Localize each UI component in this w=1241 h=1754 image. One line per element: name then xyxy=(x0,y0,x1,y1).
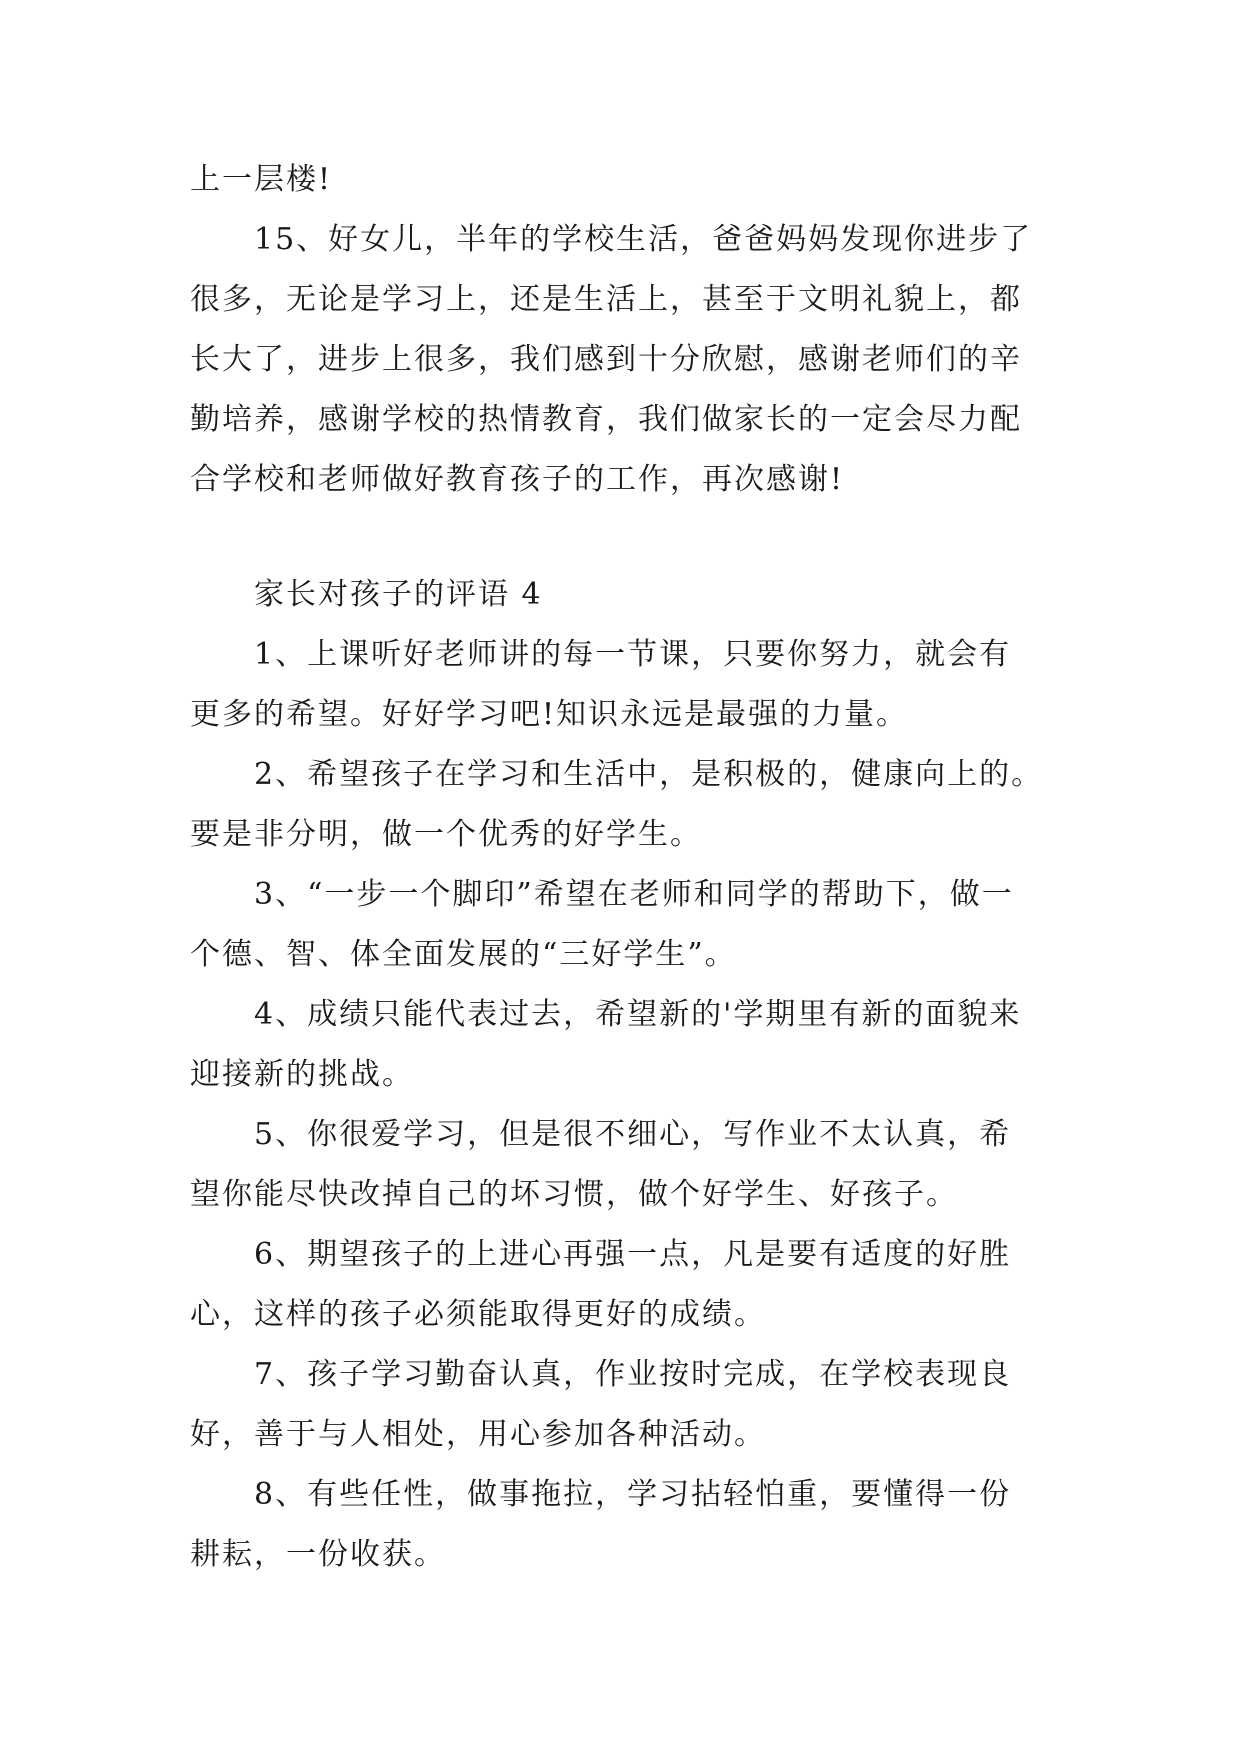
paragraph-line: 好，善于与人相处，用心参加各种活动。 xyxy=(190,1417,766,1452)
comment-item-4 xyxy=(190,985,1060,1105)
paragraph-line: 4、成绩只能代表过去，希望新的'学期里有新的面貌来 xyxy=(254,997,1022,1032)
comment-item-3 xyxy=(190,865,1060,985)
comment-item-15 xyxy=(190,210,1060,510)
paragraph-line: 1、上课听好老师讲的每一节课，只要你努力，就会有 xyxy=(254,637,1012,672)
paragraph-line: 上一层楼! xyxy=(190,162,333,197)
paragraph-line: 3、“一步一个脚印”希望在老师和同学的帮助下，做一 xyxy=(254,877,1014,912)
paragraph-line: 耕耘，一份收获。 xyxy=(190,1537,446,1572)
paragraph-line: 2、希望孩子在学习和生活中，是积极的，健康向上的。 xyxy=(254,757,1044,792)
comment-item-2 xyxy=(190,745,1060,865)
comment-item-1 xyxy=(190,625,1060,745)
comment-item-6 xyxy=(190,1225,1060,1345)
paragraph-line: 要是非分明，做一个优秀的好学生。 xyxy=(190,817,702,852)
paragraph-line: 15、好女儿，半年的学校生活，爸爸妈妈发现你进步了 xyxy=(254,222,1033,257)
paragraph-line: 望你能尽快改掉自己的坏习惯，做个好学生、好孩子。 xyxy=(190,1177,958,1212)
paragraph-line: 个德、智、体全面发展的“三好学生”。 xyxy=(190,937,737,972)
paragraph-line: 5、你很爱学习，但是很不细心，写作业不太认真，希 xyxy=(254,1117,1012,1152)
comment-item-8 xyxy=(190,1465,1060,1585)
paragraph-line: 很多，无论是学习上，还是生活上，甚至于文明礼貌上，都 xyxy=(190,282,1022,317)
paragraph-line: 合学校和老师做好教育孩子的工作，再次感谢! xyxy=(190,462,845,497)
document-page xyxy=(190,150,1060,1585)
paragraph-line: 长大了，进步上很多，我们感到十分欣慰，感谢老师们的辛 xyxy=(190,342,1022,377)
paragraph-line: 勤培养，感谢学校的热情教育，我们做家长的一定会尽力配 xyxy=(190,402,1022,437)
paragraph-line: 7、孩子学习勤奋认真，作业按时完成，在学校表现良 xyxy=(254,1357,1012,1392)
paragraph-line: 迎接新的挑战。 xyxy=(190,1057,414,1092)
comment-item-7 xyxy=(190,1345,1060,1465)
comment-item-5 xyxy=(190,1105,1060,1225)
paragraph-line: 更多的希望。好好学习吧!知识永远是最强的力量。 xyxy=(190,697,909,732)
paragraph-line: 心，这样的孩子必须能取得更好的成绩。 xyxy=(190,1297,766,1332)
paragraph-line: 6、期望孩子的上进心再强一点，凡是要有适度的好胜 xyxy=(254,1237,1012,1272)
paragraph-line: 8、有些任性，做事拖拉，学习拈轻怕重，要懂得一份 xyxy=(254,1477,1012,1512)
section-heading: 家长对孩子的评语 4 xyxy=(254,577,543,612)
